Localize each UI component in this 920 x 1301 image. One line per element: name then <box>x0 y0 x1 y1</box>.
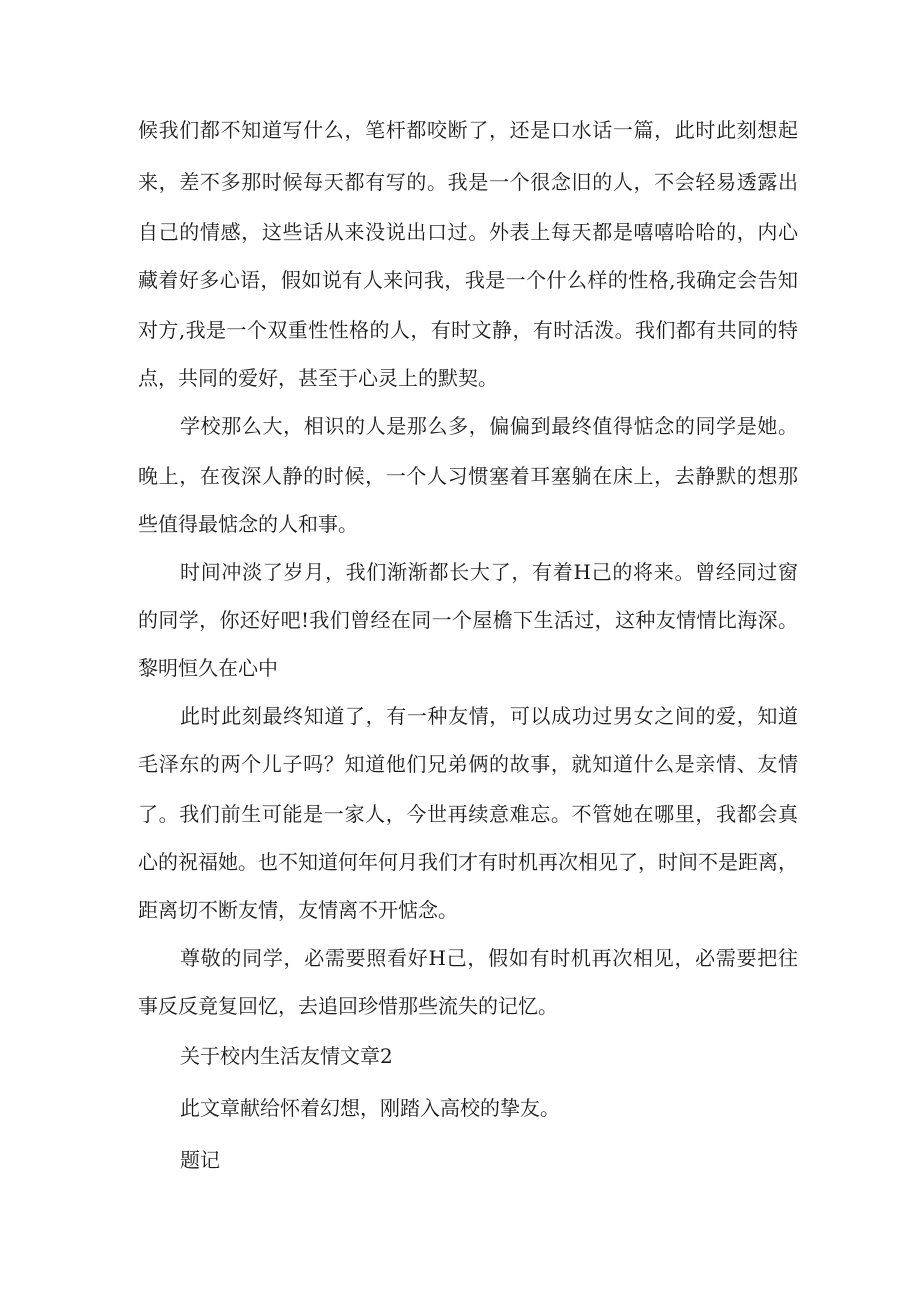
text-line: 尊敬的同学，必需要照看好H己，假如有时机再次相见，必需要把往 <box>180 946 798 970</box>
text-line: 候我们都不知道写什么，笔杆都咬断了，还是口水话一篇，此时此刻想起 <box>138 118 798 142</box>
section-heading: 关于校内生活友情文章2 <box>180 1044 393 1068</box>
text-line: 些值得最惦念的人和事。 <box>138 512 358 536</box>
text-line: 黎明恒久在心中 <box>138 656 278 680</box>
text-line: 来，差不多那时候每天都有写的。我是一个很念旧的人，不会轻易透露出 <box>138 170 798 194</box>
text-line: 自己的情感，这些话从来没说出口过。外表上每天都是嘻嘻哈哈的，内心 <box>138 220 798 244</box>
text-line: 的同学，你还好吧!我们曾经在同一个屋檐下生活过，这种友情情比海深。 <box>138 608 798 632</box>
text-line: 心的祝福她。也不知道何年何月我们才有时机再次相见了，时间不是距离， <box>138 850 798 874</box>
text-line: 晚上，在夜深人静的时候，一个人习惯塞着耳塞躺在床上，去静默的想那 <box>138 464 798 488</box>
text-line: 事反反竟复回忆，去追回珍惜那些流失的记忆。 <box>138 994 558 1018</box>
text-line: 毛泽东的两个儿子吗？知道他们兄弟俩的故事，就知道什么是亲情、友情 <box>138 752 798 776</box>
epigraph-label: 题记 <box>180 1148 220 1172</box>
text-line: 此时此刻最终知道了，有一种友情，可以成功过男女之间的爱，知道 <box>180 704 798 728</box>
text-line: 时间冲淡了岁月，我们渐渐都长大了，有着H己的将来。曾经同过窗 <box>180 560 798 584</box>
text-line: 藏着好多心语，假如说有人来问我，我是一个什么样的性格,我确定会告知 <box>138 268 798 292</box>
text-line: 了。我们前生可能是一家人，今世再续意难忘。不管她在哪里，我都会真 <box>138 802 798 826</box>
text-line: 距离切不断友情，友情离不开惦念。 <box>138 898 458 922</box>
text-line: 点，共同的爱好，甚至于心灵上的默契。 <box>138 366 498 390</box>
text-line: 学校那么大，相识的人是那么多，偏偏到最终值得惦念的同学是她。 <box>180 414 798 438</box>
dedication-line: 此文章献给怀着幻想，刚踏入高校的挚友。 <box>180 1096 560 1120</box>
text-line: 对方,我是一个双重性性格的人，有时文静，有时活泼。我们都有共同的特 <box>138 318 798 342</box>
